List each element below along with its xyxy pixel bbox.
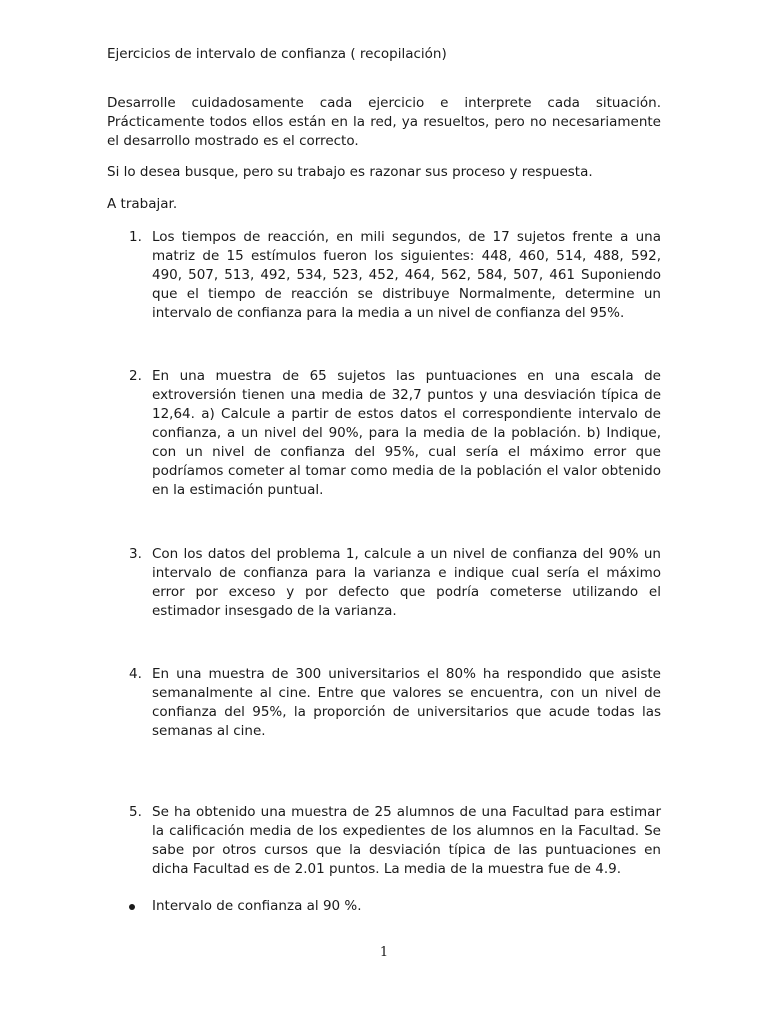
search-note-paragraph: Si lo desea busque, pero su trabajo es razonar sus proceso y respuesta.: [107, 164, 593, 180]
exercise-text: Se ha obtenido una muestra de 25 alumnos de una Facultad para estimar la calificación media de los expedientes de los alumnos en la Facultad. Se sabe por otros cursos que la desviación típica de las puntuaciones en dicha Facultad es de 2.01 puntos. La media de la muestra fue de 4.9.: [152, 804, 661, 877]
intro-paragraph: Desarrolle cuidadosamente cada ejercicio e interprete cada situación. Prácticamente todos ellos están en la red, ya resueltos, pero no necesariamente el desarrollo mostrado es el correcto.: [107, 95, 661, 149]
exercise-number: 5.: [129, 804, 142, 820]
exercise-item: [107, 803, 661, 879]
exercise-number: 1.: [129, 229, 142, 245]
exercise-item: [107, 665, 661, 741]
exercise-item: [107, 228, 661, 323]
page-number: 1: [379, 945, 389, 960]
bullet-item: [107, 897, 661, 916]
exercise-item: [107, 367, 661, 500]
bullet-dot-icon: [129, 904, 135, 910]
exercise-text: En una muestra de 65 sujetos las puntuaciones en una escala de extroversión tienen una media de 32,7 puntos y una desviación típica de 12,64. a) Calcule a partir de estos datos el correspondiente intervalo de confianza, a un nivel del 90%, para la media de la población. b) Indique, con un nivel de confianza del 95%, cual sería el máximo error que podríamos cometer al tomar como media de la población el valor obtenido en la estimación puntual.: [152, 368, 661, 498]
exercise-number: 4.: [129, 666, 142, 682]
exercise-text: Con los datos del problema 1, calcule a un nivel de confianza del 90% un intervalo de confianza para la varianza e indique cual sería el máximo error por exceso y por defecto que podría cometerse utilizando el estimador insesgado de la varianza.: [152, 546, 661, 619]
work-prompt: A trabajar.: [107, 196, 178, 212]
exercise-number: 2.: [129, 368, 142, 384]
exercise-text: En una muestra de 300 universitarios el 80% ha respondido que asiste semanalmente al cine. Entre que valores se encuentra, con un nivel de confianza del 95%, la proporción de universitarios que acude todas las semanas al cine.: [152, 666, 661, 739]
bullet-text: Intervalo de confianza al 90 %.: [152, 898, 362, 914]
exercise-number: 3.: [129, 546, 142, 562]
exercise-text: Los tiempos de reacción, en mili segundos, de 17 sujetos frente a una matriz de 15 estímulos fueron los siguientes: 448, 460, 514, 488, 592, 490, 507, 513, 492, 534, 523, 452, 464, 562, 584, 507, 461 Suponiendo que el tiempo de reacción se distribuye Normalmente, determine un intervalo de confianza para la media a un nivel de confianza del 95%.: [152, 229, 661, 321]
exercise-item: [107, 545, 661, 621]
document-title: Ejercicios de intervalo de confianza ( recopilación): [107, 46, 447, 62]
